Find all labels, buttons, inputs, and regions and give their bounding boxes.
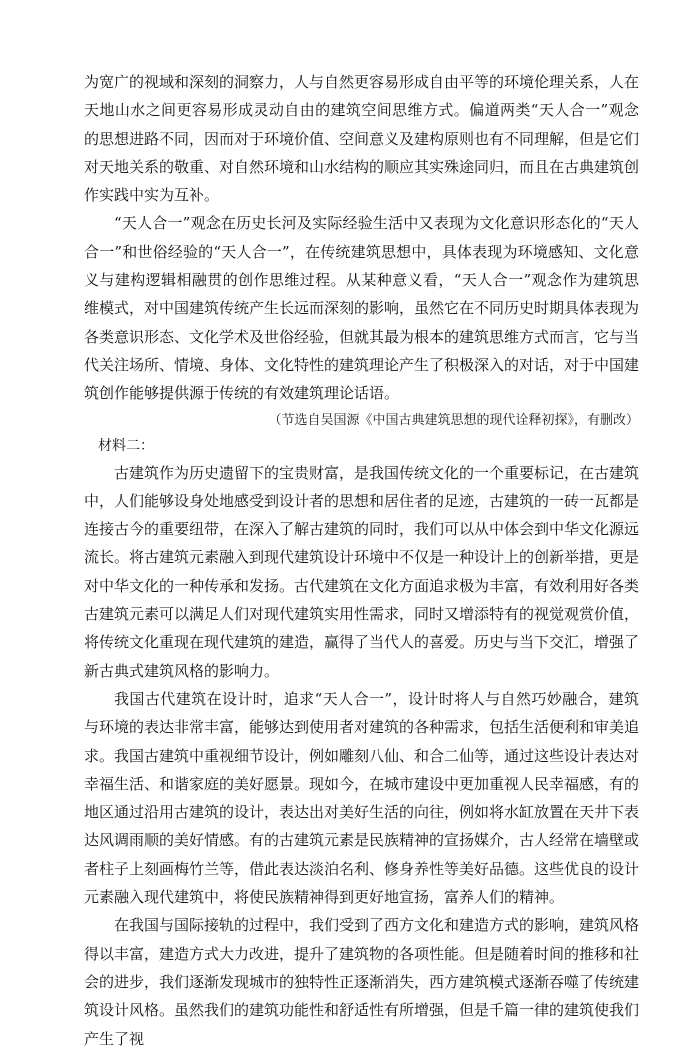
paragraph-ancient-architecture: 古建筑作为历史遗留下的宝贵财富，是我国传统文化的一个重要标记，在古建筑中，人们能够设身处地感受到设计者的思想和居住者的足迹，古建筑的一砖一瓦都是连接古今的重要纽带，在深入了解古建筑的同时，我们可以从中体会到中华文化源远流长。将古建筑元素融入到现代建筑设计环境中不仅是一种设计上的创新举措，更是对中华文化的一种传承和发扬。古代建筑在文化方面追求极为丰富，有效利用好各类古建筑元素可以满足人们对现代建筑实用性需求，同时又增添特有的视觉观赏价值，将传统文化重现在现代建筑的建造，赢得了当代人的喜爱。历史与当下交汇，增强了新古典式建筑风格的影响力。 [84, 463, 640, 680]
paragraph-continued: 为宽广的视域和深刻的洞察力，人与自然更容易形成自由平等的环境伦理关系，人在天地山水之间更容易形成灵动自由的建筑空间思维方式。偏道两类“天人合一”观念的思想进路不同，因而对于环境价值、空间意义及建构原则也有不同理解，但是它们对天地关系的敬重、对自然环境和山水结构的顺应其实殊途同归，而且在古典建筑创作实践中实为互补。 [84, 73, 640, 205]
paragraph-tianrenheyi: “天人合一”观念在历史长河及实际经验生活中又表现为文化意识形态化的“天人合一”和世俗经验的“天人合一”，在传统建筑思想中，具体表现为环境感知、文化意义与建构逻辑相融贯的创作思维过程。从某种意义看，“天人合一”观念作为建筑思维模式，对中国建筑传统产生长远而深刻的影响，虽然它在不同历史时期具体表现为各类意识形态、文化学术及世俗经验，但就其最为根本的建筑思维方式而言，它与当代关注场所、情境、身体、文化特性的建筑理论产生了积极深入的对话，对于中国建筑创作能够提供源于传统的有效建筑理论话语。 [84, 214, 640, 403]
document-page [84, 68, 639, 1053]
paragraph-western-influence: 在我国与国际接轨的过程中，我们受到了西方文化和建造方式的影响，建筑风格得以丰富，建造方式大力改进，提升了建筑物的各项性能。但是随着时间的推移和社会的进步，我们逐渐发现城市的独特性正逐渐消失，西方建筑模式逐渐吞噬了传统建筑设计风格。虽然我们的建筑功能性和舒适性有所增强，但是千篇一律的建筑使我们产生了视 [84, 916, 640, 1048]
source-citation: （节选自吴国源《中国古典建筑思想的现代诠释初探》，有删改） [268, 412, 639, 428]
paragraph-design-pursuit: 我国古代建筑在设计时，追求“天人合一”，设计时将人与自然巧妙融合，建筑与环境的表达非常丰富，能够达到使用者对建筑的各种需求，包括生活便利和审美追求。我国古建筑中重视细节设计，例如雕刻八仙、和合二仙等，通过这些设计表达对幸福生活、和谐家庭的美好愿景。现如今，在城市建设中更加重视人民幸福感，有的地区通过沿用古建筑的设计，表达出对美好生活的向往，例如将水缸放置在天井下表达风调雨顺的美好情感。有的古建筑元素是民族精神的宣扬媒介，古人经常在墙壁或者柱子上刻画梅竹兰等，借此表达淡泊名利、修身养性等美好品德。这些优良的设计元素融入现代建筑中，将使民族精神得到更好地宣扬，富养人们的精神。 [84, 689, 640, 907]
section-heading-material-2: 材料二： [98, 437, 154, 454]
